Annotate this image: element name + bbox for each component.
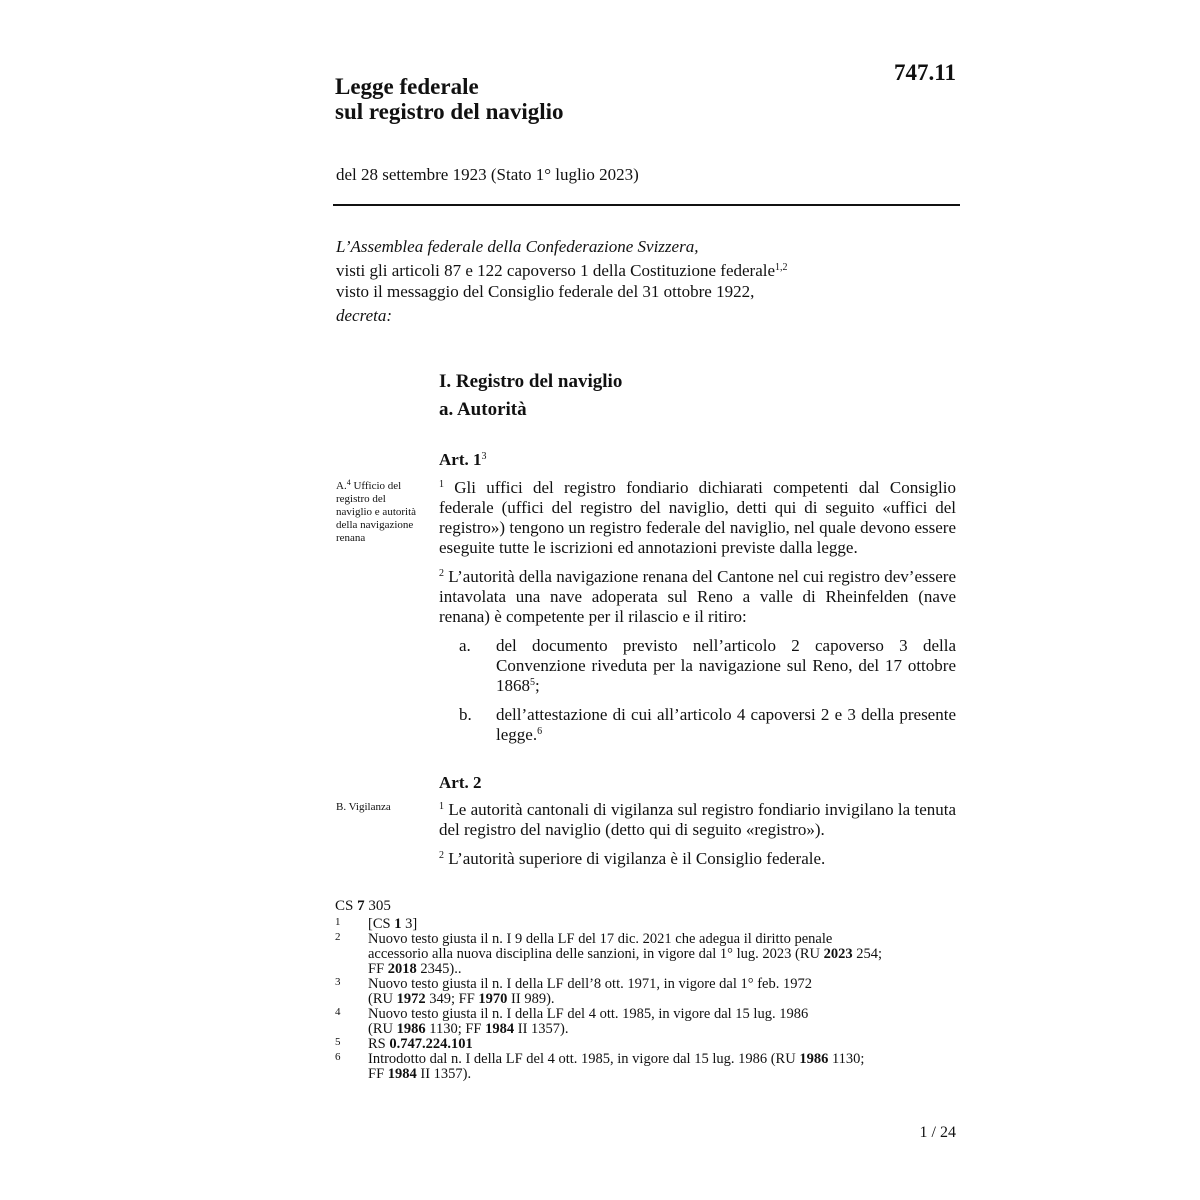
list-item-body: dell’attestazione di cui all’articolo 4 capoversi 2 e 3 della presente legge. (496, 705, 956, 744)
footnote-line: FF 2018 2345).. (368, 961, 462, 977)
paragraph-number: 1 (439, 479, 444, 490)
footnote-line: (RU 1986 1130; FF 1984 II 1357). (368, 1021, 569, 1037)
margin-note-text: Ufficio del registro del naviglio e autorità della navigazione renana (336, 480, 417, 544)
footnote (335, 917, 955, 932)
footnote-line: Introdotto dal n. I della LF del 4 ott. 1985, in vigore dal 15 lug. 1986 (RU 1986 1130; (368, 1051, 865, 1067)
article-2-heading: Art. 2 (439, 773, 482, 792)
list-item-punct: ; (535, 676, 540, 695)
list-item (459, 705, 956, 745)
title-line-1: Legge federale (335, 74, 479, 99)
article-1-paragraph-2 (439, 567, 956, 627)
paragraph-text: Gli uffici del registro fondiario dichiarati competenti dal Consiglio federale (uffici del registro del naviglio, detti qui di seguito «uffici del registro») tengono un registro federale del naviglio, nel quale devono essere eseguite tutte le iscrizioni ed annotazioni previste dalla legge. (439, 478, 957, 557)
footnote (335, 1037, 955, 1052)
footnote-line: accessorio alla nuova disciplina delle sanzioni, in vigore dal 1° lug. 2023 (RU 2023 254; (368, 946, 882, 962)
footnote-ref[interactable]: 5 (530, 677, 535, 688)
footnote (335, 1007, 955, 1037)
footnote-line: Nuovo testo giusta il n. I della LF dell’8 ott. 1971, in vigore dal 1° feb. 1972 (368, 976, 812, 992)
cs-volume: 7 (357, 898, 365, 914)
footnote-number: 4 (335, 1006, 341, 1018)
list-item-text (496, 636, 956, 696)
footnote (335, 977, 955, 1007)
article-2-paragraph-1 (439, 800, 956, 840)
footnote-line: RS 0.747.224.101 (368, 1036, 473, 1052)
paragraph-text: Le autorità cantonali di vigilanza sul registro fondiario invigilano la tenuta del registro del naviglio (detto qui di seguito «registro»). (439, 800, 957, 839)
footnote-line: [CS 1 3] (368, 916, 418, 932)
footnote-line: Nuovo testo giusta il n. I della LF del 4 ott. 1985, in vigore dal 15 lug. 1986 (368, 1006, 809, 1022)
header-divider (333, 204, 960, 206)
footnote-number: 2 (335, 931, 341, 943)
footnotes (335, 917, 955, 1082)
article-2-margin-note: B. Vigilanza (336, 801, 391, 813)
list-item-body: del documento previsto nell’articolo 2 capoverso 3 della Convenzione riveduta per la navigazione sul Reno, del 17 ottobre 1868 (496, 636, 956, 695)
footnote-ref[interactable]: 4 (346, 478, 351, 487)
paragraph-number: 2 (439, 850, 444, 861)
margin-note-prefix: A. (336, 480, 347, 492)
footnote (335, 932, 955, 977)
sr-number: 747.11 (894, 60, 956, 85)
footnote-number: 6 (335, 1051, 341, 1063)
list-item-text (496, 705, 956, 745)
footnote-number: 5 (335, 1036, 341, 1048)
date-line: del 28 settembre 1923 (Stato 1° luglio 2023) (336, 165, 639, 184)
article-1-heading (439, 450, 486, 470)
list-item-letter: a. (459, 636, 471, 655)
paragraph-number: 2 (439, 568, 444, 579)
footnote-line: Nuovo testo giusta il n. I 9 della LF del 17 dic. 2021 che adegua il diritto penale (368, 931, 833, 947)
article-2-paragraph-2 (439, 849, 956, 869)
paragraph-text: L’autorità della navigazione renana del Cantone nel cui registro dev’essere intavolata una nave adoperata sul Reno a valle di Rheinfelden (nave renana) è competente per il rilascio e il ritiro: (439, 567, 956, 626)
article-1-margin-note (336, 480, 424, 545)
document-title (335, 74, 564, 124)
article-1-paragraph-1 (439, 478, 956, 558)
page-number: 1 / 24 (919, 1124, 956, 1141)
article-1-title: Art. 1 (439, 450, 482, 469)
preamble (336, 236, 956, 326)
footnote-number: 3 (335, 976, 341, 988)
preamble-assembly: L’Assemblea federale della Confederazione Svizzera, (336, 237, 699, 256)
list-item (459, 636, 956, 696)
footnote-ref[interactable]: 3 (481, 451, 487, 462)
cs-reference (335, 898, 391, 915)
preamble-visti-text: visti gli articoli 87 e 122 capoverso 1 della Costituzione federale (336, 261, 776, 280)
footnote-line: (RU 1972 349; FF 1970 II 989). (368, 991, 555, 1007)
footnote-line: FF 1984 II 1357). (368, 1066, 472, 1082)
cs-page: 305 (364, 898, 391, 914)
preamble-visto: visto il messaggio del Consiglio federale del 31 ottobre 1922, (336, 282, 755, 301)
footnote-ref[interactable]: 1,2 (775, 262, 788, 273)
preamble-visti (336, 260, 956, 281)
paragraph-number: 1 (439, 801, 444, 812)
footnote-number: 1 (335, 916, 341, 928)
footnote (335, 1052, 955, 1082)
preamble-decreta: decreta: (336, 306, 393, 325)
cs-prefix: CS (335, 898, 358, 914)
section-heading: a. Autorità (439, 399, 527, 420)
list-item-letter: b. (459, 705, 472, 724)
paragraph-text: L’autorità superiore di vigilanza è il Consiglio federale. (448, 849, 826, 868)
part-heading: I. Registro del naviglio (439, 371, 623, 392)
title-line-2: sul registro del naviglio (335, 99, 564, 124)
footnote-ref[interactable]: 6 (537, 726, 543, 737)
